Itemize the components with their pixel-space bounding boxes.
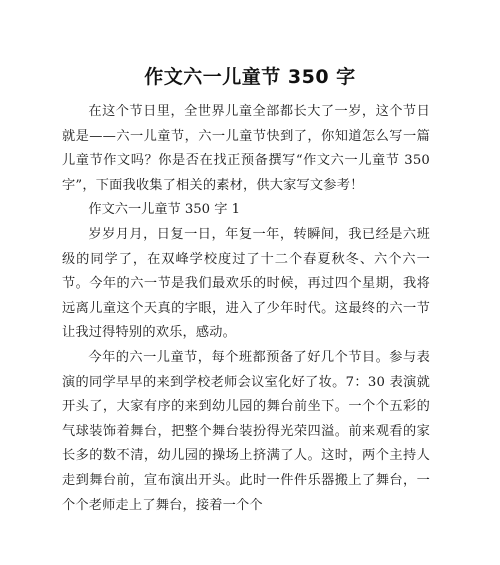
document-body	[62, 100, 430, 518]
body-paragraph-1: 岁岁月月，日复一日，年复一年，转瞬间，我已经是六班级的同学了，在双峰学校度过了十二个春夏秋冬、六个六一节。今年的六一节是我们最欢乐的时候，再过四个星期，我将远离儿童这个天真的字眼，进入了少年时代。这最终的六一节让我过得特别的欢乐，感动。	[62, 226, 430, 341]
intro-paragraph: 在这个节日里，全世界儿童全部都长大了一岁，这个节日就是——六一儿童节，六一儿童节快到了，你知道怎么写一篇儿童节作文吗？你是否在找正预备撰写“作文六一儿童节 350 字”，下面我收集了相关的素材，供大家写文参考！	[62, 104, 430, 193]
essay-heading: 作文六一儿童节 350 字 1	[88, 202, 241, 218]
body-paragraph-2: 今年的六一儿童节，每个班都预备了好几个节目。参与表演的同学早早的来到学校老师会议室化好了妆。7：30 表演就开头了，大家有序的来到幼儿园的舞台前坐下。一个个五彩的气球装饰着舞台，把整个舞台装扮得光荣四溢。前来观看的家长多的数不清，幼儿园的操场上挤满了人。这时，两个主持人走到舞台前，宣布演出开头。此时一件件乐器搬上了舞台，一个个老师走上了舞台，接着一个个	[62, 349, 430, 513]
document-title: 作文六一儿童节 350 字	[144, 66, 356, 88]
